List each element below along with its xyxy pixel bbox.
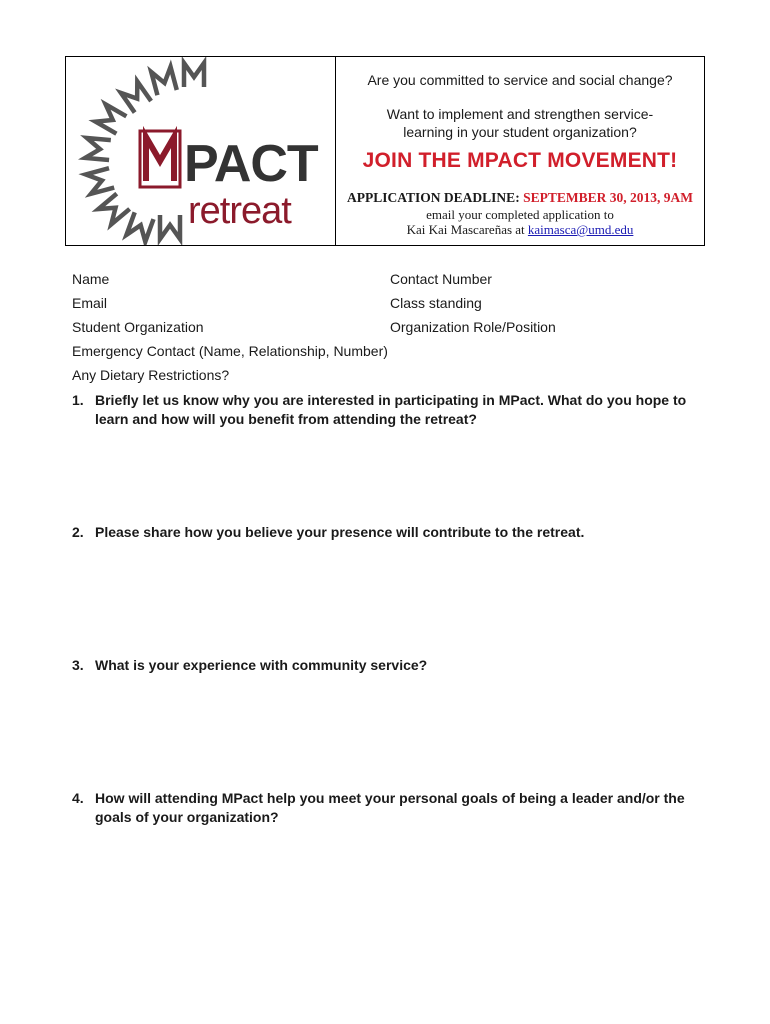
email-instruction: email your completed application to (426, 207, 614, 222)
deadline-value: SEPTEMBER 30, 2013, 9AM (523, 190, 693, 205)
logo-graphic (66, 57, 334, 245)
field-dietary-restrictions: Any Dietary Restrictions? (72, 367, 230, 383)
deadline-label: APPLICATION DEADLINE: (347, 190, 524, 205)
field-student-organization: Student Organization (72, 319, 204, 335)
header-question-2: Want to implement and strengthen service-learning in your student organization? (386, 106, 654, 140)
question-number: 2. (72, 524, 84, 540)
question-text: Briefly let us know why you are interested in participating in MPact. What do you hope to learn and how will you benefit from attending the retreat? (95, 392, 687, 427)
email-link[interactable]: kaimasca@umd.edu (527, 222, 634, 237)
question-text: What is your experience with community service? (95, 657, 428, 673)
logo-word-sub: retreat (188, 190, 291, 232)
field-emergency-contact: Emergency Contact (Name, Relationship, Number) (72, 343, 388, 359)
question-number: 4. (72, 790, 84, 806)
question-text: How will attending MPact help you meet your personal goals of being a leader and/or the goals of your organization? (95, 790, 685, 825)
question-number: 3. (72, 657, 84, 673)
field-contact-number: Contact Number (390, 271, 492, 287)
application-deadline (336, 190, 704, 206)
email-prefix: Kai Kai Mascareñas at (406, 222, 528, 237)
email-contact (336, 222, 704, 238)
mpact-retreat-logo (66, 57, 336, 245)
header-info (336, 57, 704, 245)
question-text: Please share how you believe your presence will contribute to the retreat. (95, 524, 585, 540)
field-class-standing: Class standing (390, 295, 482, 311)
field-name: Name (72, 271, 110, 287)
header-question-1: Are you committed to service and social change? (367, 72, 673, 88)
join-headline: JOIN THE MPACT MOVEMENT! (362, 149, 678, 172)
field-email: Email (72, 295, 108, 311)
header-box (65, 56, 705, 246)
question-number: 1. (72, 392, 84, 408)
logo-word-main: PACT (184, 135, 318, 193)
field-organization-role: Organization Role/Position (390, 319, 556, 335)
